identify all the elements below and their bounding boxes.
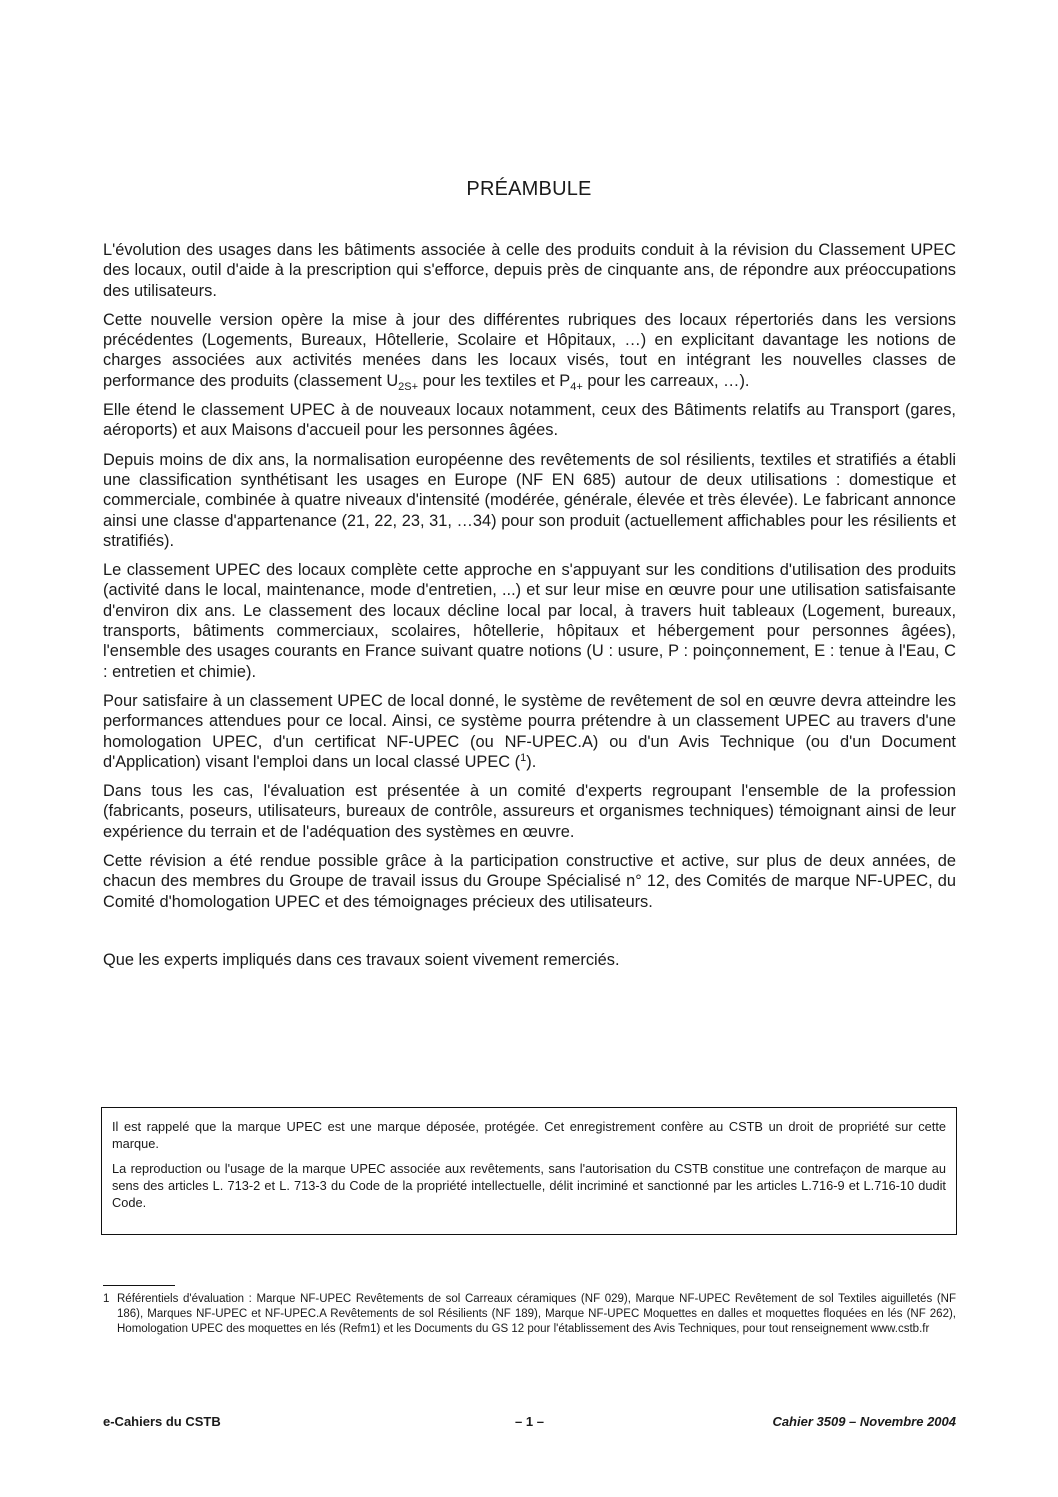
trademark-notice-box (101, 1107, 957, 1235)
subscript-4-plus: 4+ (570, 380, 583, 393)
paragraph-2-text-c: pour les carreaux, …). (582, 371, 750, 390)
notice-line-2: La reproduction ou l'usage de la marque UPEC associée aux revêtements, sans l'autorisation du CSTB constitue une contrefaçon de marque au sens des articles L. 713-2 et L. 713-3 du Code de la propriété intellectuelle, délit incriminé et sanctionné par les articles L.716-9 et L.716-10 dudit Code. (112, 1161, 946, 1210)
paragraph-6 (103, 691, 956, 772)
paragraph-6-text-b: ). (526, 752, 537, 771)
paragraph-4: Depuis moins de dix ans, la normalisation européenne des revêtements de sol résilients, textiles et stratifiés a établi une classification synthétisant les usages en Europe (NF EN 685) autour de deux utilisations : domestique et commerciale, combinée à quatre niveaux d'intensité (modérée, générale, élevée et très élevée). Le fabricant annonce ainsi une classe d'appartenance (21, 22, 23, 31, …34) pour son produit (actuellement affichables pour les résilients et stratifiés). (103, 450, 956, 550)
page-title: PRÉAMBULE (466, 178, 592, 200)
paragraph-2 (103, 310, 956, 391)
subscript-2s-plus: 2S+ (398, 380, 419, 393)
paragraph-3: Elle étend le classement UPEC à de nouveaux locaux notamment, ceux des Bâtiments relatifs au Transport (gares, aéroports) et aux Maisons d'accueil pour les personnes âgées. (103, 401, 956, 440)
footnote-divider (103, 1285, 175, 1286)
paragraph-2-text-b: pour les textiles et P (418, 371, 571, 390)
paragraph-7: Dans tous les cas, l'évaluation est présentée à un comité d'experts regroupant l'ensemble de la profession (fabricants, poseurs, utilisateurs, bureaux de contrôle, assureurs et organismes techniques) témoignant ainsi de leur expérience du terrain et de l'adéquation des systèmes en œuvre. (103, 782, 956, 841)
footer-issue: Cahier 3509 – Novembre 2004 (772, 1414, 956, 1429)
notice-line-1: Il est rappelé que la marque UPEC est une marque déposée, protégée. Cet enregistrement confère au CSTB un droit de propriété sur cette marque. (112, 1119, 946, 1151)
paragraph-5: Le classement UPEC des locaux complète cette approche en s'appuyant sur les conditions d'utilisation des produits (activité dans le local, maintenance, mode d'entretien, ...) et sur leur mise en œuvre pour une utilisation satisfaisante d'environ dix ans. Le classement des locaux décline local par local, à travers huit tableaux (Logement, bureaux, transports, bâtiments commerciaux, scolaires, hôtellerie, hôpitaux et hébergement pour personnes âgées), l'ensemble des usages courants en France suivant quatre notions (U : usure, P : poinçonnement, E : tenue à l'Eau, C : entretien et chimie). (103, 561, 956, 681)
footnote-reference[interactable]: 1 (520, 751, 527, 764)
footnote (103, 1292, 956, 1338)
paragraph-1: L'évolution des usages dans les bâtiments associée à celle des produits conduit à la révision du Classement UPEC des locaux, outil d'aide à la prescription qui s'efforce, depuis près de cinquante ans, de répondre aux préoccupations des utilisateurs. (103, 241, 956, 300)
paragraph-8: Cette révision a été rendue possible grâce à la participation constructive et active, sur plus de deux années, de chacun des membres du Groupe de travail issus du Groupe Spécialisé n° 12, des Comités de marque NF-UPEC, du Comité d'homologation UPEC et des témoignages précieux des utilisateurs. (103, 852, 956, 911)
page-footer (103, 1414, 956, 1432)
footer-page-number: – 1 – (515, 1414, 544, 1429)
preamble-body (103, 240, 956, 979)
paragraph-2-text-a: Cette nouvelle version opère la mise à jour des différentes rubriques des locaux répertoriés dans les versions précédentes (Logements, Bureaux, Hôtellerie, Scolaire et Hôpitaux, …) en explicitant davantage les notions de charges associées aux activités menées dans les locaux visés, tout en intégrant les nouvelles classes de performance des produits (classement U (103, 310, 956, 390)
paragraph-6-text-a: Pour satisfaire à un classement UPEC de local donné, le système de revêtement de sol en œuvre devra atteindre les performances attendues pour ce local. Ainsi, ce système pourra prétendre à un classement UPEC au travers d'une homologation UPEC, d'un certificat NF-UPEC (ou NF-UPEC.A) ou d'un Avis Technique (ou d'un Document d'Application) visant l'emploi dans un local classé UPEC ( (103, 691, 956, 771)
thanks-paragraph: Que les experts impliqués dans ces travaux soient vivement remerciés. (103, 950, 620, 969)
footer-publication: e-Cahiers du CSTB (103, 1414, 221, 1429)
footnote-text: Référentiels d'évaluation : Marque NF-UPEC Revêtements de sol Carreaux céramiques (NF 029), Marque NF-UPEC Revêtement de sol Textiles aiguilletés (NF 186), Marques NF-UPEC et NF-UPEC.A Revêtements de sol Résilients (NF 189), Marque NF-UPEC Moquettes en dalles et moquettes floquées en lés (NF 262), Homologation UPEC des moquettes en lés (Refm1) et les Documents du GS 12 pour l'établissement des Avis Techniques, pour tout renseignement www.cstb.fr (117, 1293, 956, 1336)
footnote-number: 1 (103, 1293, 110, 1305)
